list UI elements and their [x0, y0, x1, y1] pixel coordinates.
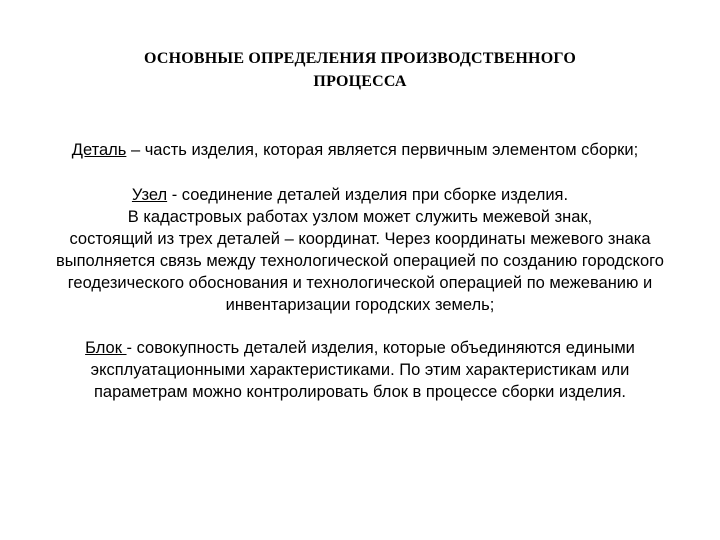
definition-line: выполняется связь между технологической операцией по созданию городского — [56, 252, 664, 270]
definition-line: В кадастровых работах узлом может служить межевой знак, — [127, 208, 593, 226]
term-node: Узел — [131, 186, 168, 204]
definition-node — [0, 184, 720, 316]
definition-block — [0, 337, 720, 403]
page-title — [0, 47, 720, 93]
definition-line — [0, 184, 720, 206]
term-block: Блок — [85, 339, 127, 357]
definition-line: инвентаризации городских земель; — [225, 296, 495, 314]
definition-line — [0, 139, 720, 161]
definition-text: – часть изделия, которая является первичным элементом сборки; — [126, 141, 639, 159]
definition-line: состоящий из трех деталей – координат. Через координаты межевого знака — [69, 230, 651, 248]
term-detail: Деталь — [71, 141, 127, 159]
definition-text: - совокупность деталей изделия, которые объединяются едиными — [126, 339, 635, 357]
definition-detail — [0, 139, 720, 161]
definition-line: эксплуатационными характеристиками. По этим характеристикам или — [90, 361, 630, 379]
title-line-1: ОСНОВНЫЕ ОПРЕДЕЛЕНИЯ ПРОИЗВОДСТВЕННОГО — [144, 50, 576, 67]
title-line-2: ПРОЦЕССА — [313, 73, 407, 90]
definition-line — [0, 337, 720, 359]
definition-line: геодезического обоснования и технологической операцией по межеванию и — [67, 274, 653, 292]
definition-text: - соединение деталей изделия при сборке изделия. — [167, 186, 569, 204]
definition-line: параметрам можно контролировать блок в процессе сборки изделия. — [93, 383, 627, 401]
